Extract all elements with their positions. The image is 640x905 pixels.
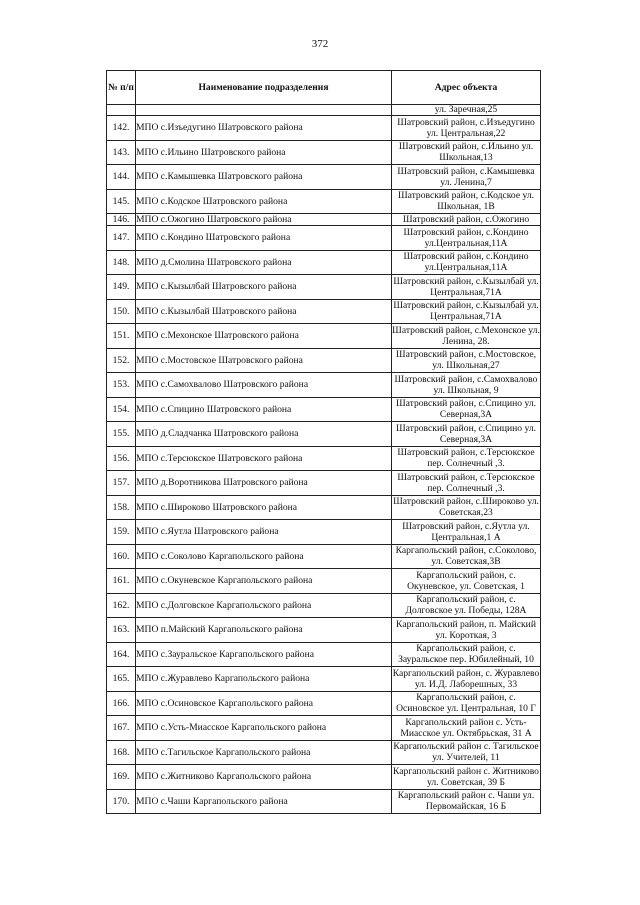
- cell-object-address: Каргапольский район, с. Окуневское, ул. Советская, 1: [392, 569, 541, 594]
- cell-object-address: Каргапольский район с. Тагильское ул. Учителей, 11: [393, 741, 539, 764]
- cell-subdivision-name: МПО с.Чаши Каргапольского района: [136, 789, 392, 814]
- cell-number: 164.: [107, 642, 136, 667]
- cell-subdivision-name: МПО с.Кызылбай Шатровского района: [136, 299, 392, 324]
- cell-object-address: Шатровский район, с.Терсюкское пер. Солнечный ,3.: [392, 446, 541, 471]
- cell-subdivision-name: МПО с.Соколово Каргапольского района: [136, 544, 392, 569]
- cell-subdivision-name: МПО с.Житниково Каргапольского района: [136, 765, 392, 790]
- table-row: [107, 397, 541, 422]
- cell-subdivision-name: МПО с.Осиновское Каргапольского района: [136, 691, 392, 716]
- table-row: [107, 471, 541, 496]
- cell-subdivision-name: МПО д.Сладчанка Шатровского района: [136, 422, 392, 447]
- cell-number: 169.: [107, 765, 136, 790]
- cell-number: 148.: [107, 250, 136, 275]
- table-row: [107, 250, 541, 275]
- cell-number: 147.: [107, 226, 136, 251]
- cell-subdivision-name: МПО с.Изъедугино Шатровского района: [136, 116, 392, 141]
- table-row: [107, 116, 541, 141]
- table-row: [107, 716, 541, 741]
- table-row: [107, 765, 541, 790]
- table-row: [107, 324, 541, 349]
- cell-number: 149.: [107, 275, 136, 300]
- cell-object-address: Шатровский район, с.Кызылбай ул. Центральная,71А: [393, 300, 539, 323]
- cell-object-address: Шатровский район, с.Кондино ул.Центральная,11А: [392, 226, 541, 251]
- cell-object-address: Шатровский район, с.Широково ул. Советская,23: [393, 496, 539, 519]
- cell-subdivision-name: МПО с.Мостовское Шатровского района: [136, 348, 392, 373]
- table-row: [107, 740, 541, 765]
- cell-subdivision-name: МПО с.Ильино Шатровского района: [136, 140, 392, 165]
- cell-number: 144.: [107, 165, 136, 190]
- cell-object-address: Каргапольский район, с. Зауральское пер. Юбилейный, 10: [392, 642, 541, 667]
- cell-number: 142.: [107, 116, 136, 141]
- header-subdivision-name: Наименование подразделения: [136, 71, 392, 105]
- cell-number: 162.: [107, 593, 136, 618]
- cell-subdivision-name: МПО с.Мехонское Шатровского района: [136, 324, 392, 349]
- cell-object-address: Каргапольский район, с. Долговское ул. Победы, 128А: [392, 593, 541, 618]
- cell-number: 143.: [107, 140, 136, 165]
- registry-table: [106, 70, 541, 814]
- table-row: [107, 299, 541, 324]
- cell-subdivision-name: МПО с.Самохвалово Шатровского района: [136, 373, 392, 398]
- cell-object-address: Шатровский район, с.Мостовское, ул. Школьная,27: [392, 348, 541, 373]
- cell-number: 158.: [107, 495, 136, 520]
- cell-number: 159.: [107, 520, 136, 545]
- cell-number: 161.: [107, 569, 136, 594]
- cell-number: 145.: [107, 189, 136, 214]
- cell-object-address: Каргапольский район с. Житниково ул. Советская, 39 Б: [393, 765, 539, 788]
- cell-number: 156.: [107, 446, 136, 471]
- cell-subdivision-name: МПО с.Кодское Шатровского района: [136, 189, 392, 214]
- cell-subdivision-name: МПО с.Яутла Шатровского района: [136, 520, 392, 545]
- cell-number: 152.: [107, 348, 136, 373]
- cell-subdivision-name: МПО с.Журавлево Каргапольского района: [136, 667, 392, 692]
- table-row: [107, 165, 541, 190]
- cell-subdivision-name: МПО с.Усть-Миасское Каргапольского района: [136, 716, 392, 741]
- cell-object-address: Шатровский район, с.Изъедугино ул. Центральная,22: [392, 116, 541, 141]
- table-row: [107, 214, 541, 226]
- table-row: [107, 520, 541, 545]
- cell-object-address: Шатровский район, с.Яутла ул. Центральная,1 А: [392, 520, 541, 545]
- cell-subdivision-name: МПО с.Камышевка Шатровского района: [136, 165, 392, 190]
- table-row: [107, 691, 541, 716]
- cell-object-address: Каргапольский район, с. Журавлево ул. И.Д. Лаборешных, 33: [392, 667, 540, 690]
- cell-number: 168.: [107, 740, 136, 765]
- cell-object-address: Шатровский район, с.Спицино ул. Северная,3А: [392, 422, 541, 447]
- cell-object-address: Шатровский район, с.Кондино ул.Центральная,11А: [392, 250, 541, 275]
- cell-subdivision-name: МПО с.Терсюкское Шатровского района: [136, 446, 392, 471]
- cell-number: 154.: [107, 397, 136, 422]
- page-number: 372: [311, 38, 329, 50]
- cell-subdivision-name: МПО с.Ожогино Шатровского района: [136, 214, 392, 226]
- cell-number: 146.: [107, 214, 136, 226]
- cell-subdivision-name: МПО д.Воротникова Шатровского района: [136, 471, 392, 496]
- table-row: [107, 422, 541, 447]
- cell-number: 167.: [107, 716, 136, 741]
- cell-subdivision-name: МПО с.Кондино Шатровского района: [136, 226, 392, 251]
- cell-number: 151.: [107, 324, 136, 349]
- cell-object-address: Шатровский район, с.Мехонское ул. Ленина, 28.: [392, 324, 540, 347]
- cell-number: 150.: [107, 299, 136, 324]
- cell-subdivision-name: МПО с.Зауральское Каргапольского района: [136, 642, 392, 667]
- table-row: [107, 140, 541, 165]
- cell-subdivision-name: МПО с.Долговское Каргапольского района: [136, 593, 392, 618]
- cell-subdivision-name: МПО п.Майский Каргапольского района: [136, 618, 392, 643]
- table-row: [107, 348, 541, 373]
- table-row: [107, 789, 541, 814]
- cell-object-address: Каргапольский район, с. Осиновское ул. Центральная, 10 Г: [392, 691, 541, 716]
- cell-object-address: Каргапольский район с. Усть-Миасское ул. Октябрьская, 31 А: [392, 716, 541, 741]
- table-row: [107, 446, 541, 471]
- cell-number: 153.: [107, 373, 136, 398]
- table-row: [107, 618, 541, 643]
- cell-subdivision-name: [136, 105, 392, 116]
- cell-number: 163.: [107, 618, 136, 643]
- table-row: [107, 642, 541, 667]
- table-row: [107, 275, 541, 300]
- table-row: [107, 544, 541, 569]
- cell-subdivision-name: МПО с.Широково Шатровского района: [136, 495, 392, 520]
- cell-number: 165.: [107, 667, 136, 692]
- cell-object-address: Шатровский район, с.Камышевка ул. Ленина,7: [392, 165, 541, 190]
- cell-object-address: Шатровский район, с.Кодское ул. Школьная, 1В: [392, 189, 541, 214]
- cell-subdivision-name: МПО с.Окуневское Каргапольского района: [136, 569, 392, 594]
- table-header-row: [107, 71, 541, 105]
- cell-object-address: Шатровский район, с.Кызылбай ул. Центральная,71А: [393, 275, 539, 298]
- table-body: [107, 105, 541, 814]
- table-row: [107, 667, 541, 692]
- header-object-address: Адрес объекта: [392, 71, 541, 105]
- header-number: № п/п: [107, 71, 136, 105]
- cell-object-address: Каргапольский район, с.Соколово, ул. Советская,3В: [392, 544, 541, 569]
- cell-subdivision-name: МПО с.Кызылбай Шатровского района: [136, 275, 392, 300]
- cell-subdivision-name: МПО с.Тагильское Каргапольского района: [136, 740, 392, 765]
- table-row-continuation: [107, 105, 541, 116]
- cell-object-address: Каргапольский район, п. Майский ул. Короткая, 3: [392, 618, 541, 643]
- cell-subdivision-name: МПО с.Спицино Шатровского района: [136, 397, 392, 422]
- cell-number: [107, 105, 136, 116]
- table-row: [107, 189, 541, 214]
- cell-object-address: Каргапольский район с. Чаши ул. Первомайская, 16 Б: [392, 789, 541, 814]
- cell-object-address: Шатровский район, с.Ожогино: [392, 214, 541, 226]
- cell-number: 166.: [107, 691, 136, 716]
- table-row: [107, 593, 541, 618]
- cell-object-address: Шатровский район, с.Ильино ул. Школьная,13: [392, 140, 541, 165]
- table-row: [107, 373, 541, 398]
- cell-number: 157.: [107, 471, 136, 496]
- cell-object-address: Шатровский район, с.Самохвалово ул. Школьная, 9: [392, 373, 541, 398]
- cell-object-address: Шатровский район, с.Спицино ул. Северная,3А: [392, 397, 541, 422]
- cell-number: 155.: [107, 422, 136, 447]
- cell-object-address: Шатровский район, с.Терсюкское пер. Солнечный ,3.: [392, 471, 541, 496]
- table-row: [107, 495, 541, 520]
- cell-object-address: ул. Заречная,25: [392, 105, 541, 116]
- table-row: [107, 226, 541, 251]
- cell-subdivision-name: МПО д.Смолина Шатровского района: [136, 250, 392, 275]
- cell-number: 160.: [107, 544, 136, 569]
- table-row: [107, 569, 541, 594]
- cell-number: 170.: [107, 789, 136, 814]
